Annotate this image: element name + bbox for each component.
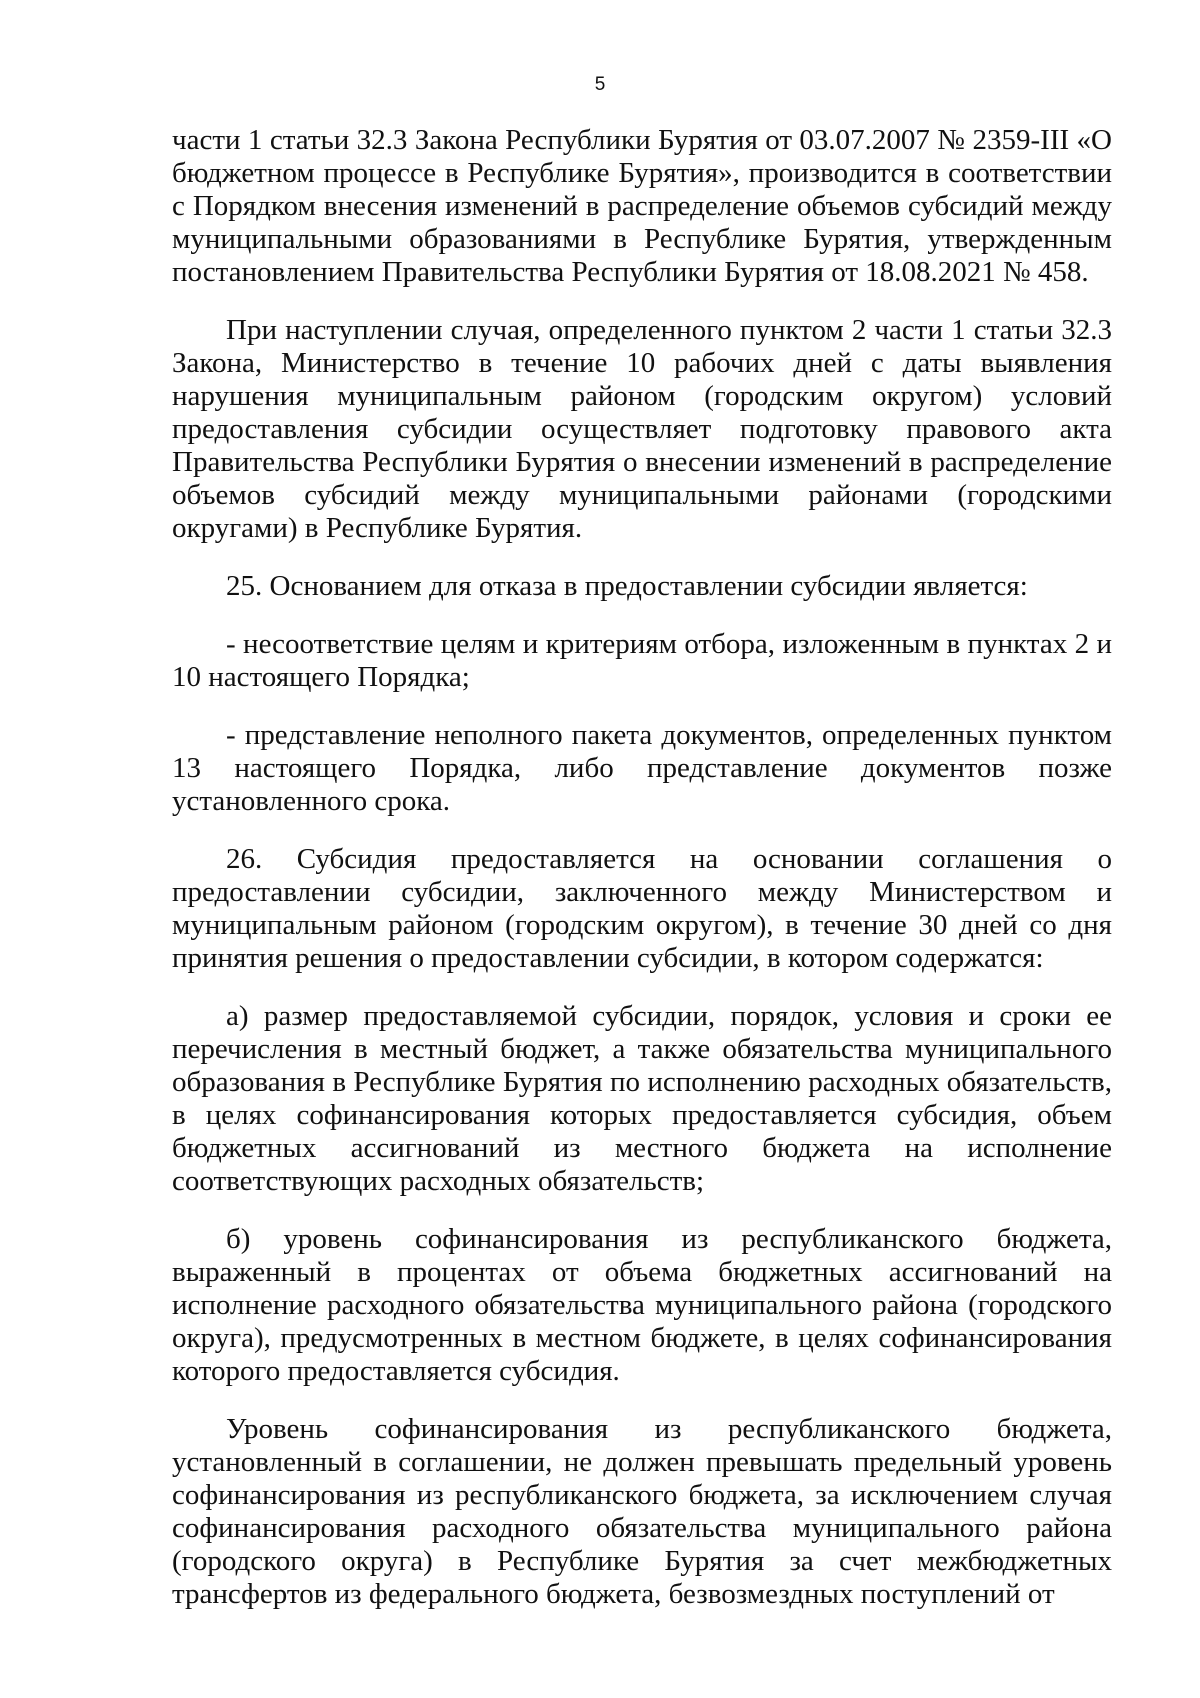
document-body (172, 124, 1112, 1611)
paragraph-25-item-criteria: - несоответствие целям и критериям отбора, изложенным в пунктах 2 и 10 настоящего Порядка; (172, 628, 1112, 693)
paragraph-25-heading: 25. Основанием для отказа в предоставлении субсидии является: (226, 570, 1028, 602)
paragraph-26-item-b: б) уровень софинансирования из республиканского бюджета, выраженный в процентах от объема бюджетных ассигнований на исполнение расходного обязательства муниципального района (городского округа), предусмотренных в местном бюджете, в целях софинансирования которого предоставляется субсидия. (172, 1223, 1112, 1387)
paragraph-cofinancing-level: Уровень софинансирования из республиканского бюджета, установленный в соглашении, не должен превышать предельный уровень софинансирования из республиканского бюджета, за исключением случая софинансирования расходного обязательства муниципального района (городского округа) в Республике Бурятия за счет межбюджетных трансфертов из федерального бюджета, безвозмездных поступлений от (172, 1413, 1112, 1610)
page-number: 5 (594, 74, 606, 95)
paragraph-25-item-documents: - представление неполного пакета документов, определенных пунктом 13 настоящего Порядка, либо представление документов позже установленного срока. (172, 719, 1112, 817)
paragraph-breach-procedure: При наступлении случая, определенного пунктом 2 части 1 статьи 32.3 Закона, Министерство в течение 10 рабочих дней с даты выявления нарушения муниципальным районом (городским округом) условий предоставления субсидии осуществляет подготовку правового акта Правительства Республики Бурятия о внесении изменений в распределение объемов субсидий между муниципальными районами (городскими округами) в Республике Бурятия. (172, 314, 1112, 544)
paragraph-26-item-a: а) размер предоставляемой субсидии, порядок, условия и сроки ее перечисления в местный бюджет, а также обязательства муниципального образования в Республике Бурятия по исполнению расходных обязательств, в целях софинансирования которых предоставляется субсидия, объем бюджетных ассигнований из местного бюджета на исполнение соответствующих расходных обязательств; (172, 1000, 1112, 1197)
paragraph-continuation: части 1 статьи 32.3 Закона Республики Бурятия от 03.07.2007 № 2359-III «О бюджетном процессе в Республике Бурятия», производится в соответствии с Порядком внесения изменений в распределение объемов субсидий между муниципальными образованиями в Республике Бурятия, утвержденным постановлением Правительства Республики Бурятия от 18.08.2021 № 458. (172, 124, 1112, 288)
paragraph-26-heading: 26. Субсидия предоставляется на основании соглашения о предоставлении субсидии, заключенного между Министерством и муниципальным районом (городским округом), в течение 30 дней со дня принятия решения о предоставлении субсидии, в котором содержатся: (172, 843, 1112, 974)
